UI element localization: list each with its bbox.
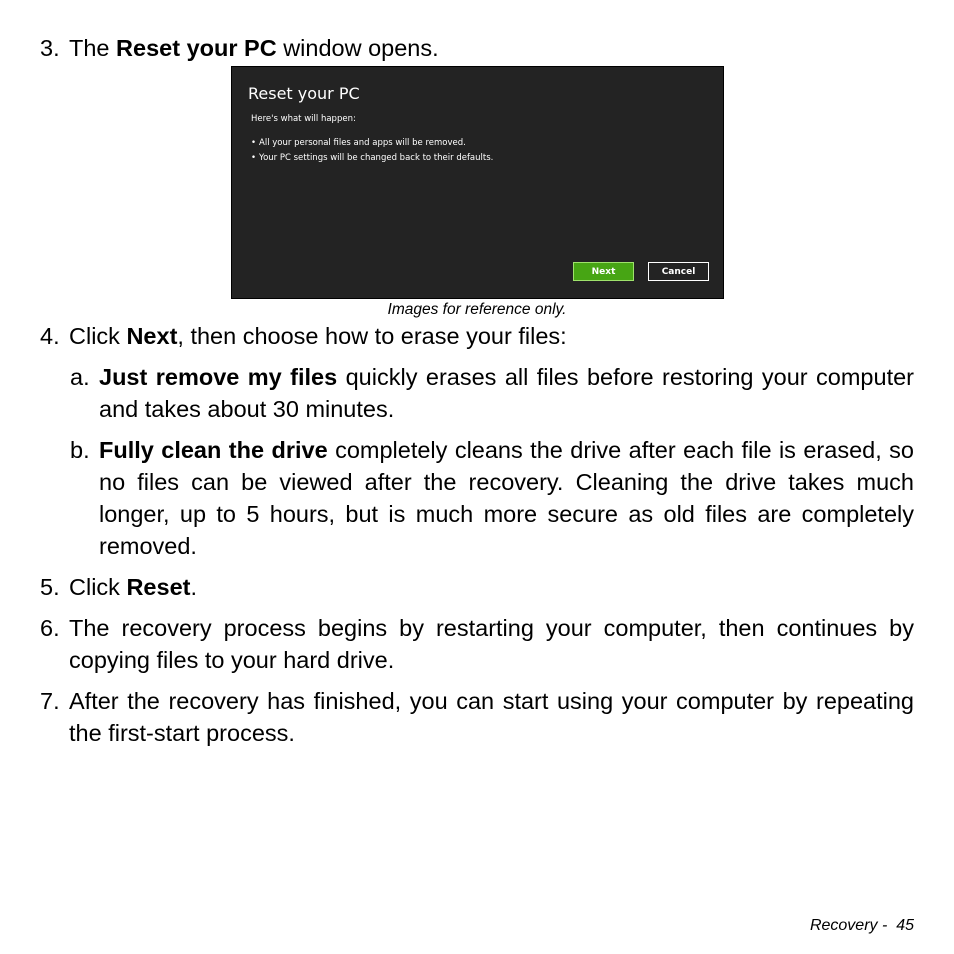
cancel-button[interactable]: Cancel [648,262,709,281]
step-bold: Reset [126,574,191,600]
step-bold: Just remove my files [99,364,338,390]
step-text: . [190,574,197,600]
step-text: Click [69,574,127,600]
window-title: Reset your PC [248,84,360,103]
step-number: 5. [40,574,60,600]
window-subtitle: Here's what will happen: [251,114,356,124]
step-text: Click [69,323,127,349]
footer-section: Recovery - [809,917,892,934]
step-number: 7. [40,688,60,714]
page-number: 45 [896,917,914,934]
step-number: 6. [40,615,60,641]
image-caption: Images for reference only. [387,301,567,318]
step-text: window opens. [276,35,439,61]
step-4a [70,361,914,425]
bullet-list [251,136,493,166]
step-text: After the recovery has finished, you can start using your computer by repeating the first-start process. [69,688,914,746]
step-text: completely cleans the drive after each file is erased, so no files can be viewed after the recovery. Cleaning the drive takes much longer, up to 5 hours, but is much more secure as old files are completely removed. [99,437,914,559]
step-number: 4. [40,323,60,349]
step-text: quickly erases all files before restoring your computer and takes about 30 minutes. [99,364,914,422]
step-7 [40,685,914,749]
bullet-item: • Your PC settings will be changed back to their defaults. [251,151,493,166]
step-bold: Next [126,323,178,349]
step-number: 3. [40,35,60,61]
step-4b [70,434,914,562]
page-footer [810,917,914,935]
step-bold: Fully clean the drive [99,437,328,463]
step-bold: Reset your PC [116,35,277,61]
step-5 [40,571,914,603]
step-text: The [69,35,117,61]
next-button[interactable]: Next [573,262,634,281]
step-letter: b. [70,437,90,463]
step-text: , then choose how to erase your files: [177,323,567,349]
reset-pc-screenshot [231,66,724,299]
step-3 [40,32,914,64]
step-text: The recovery process begins by restarting your computer, then continues by copying files to your hard drive. [69,615,914,673]
step-6 [40,612,914,676]
step-4 [40,320,914,352]
step-letter: a. [70,364,90,390]
bullet-item: • All your personal files and apps will be removed. [251,136,493,151]
